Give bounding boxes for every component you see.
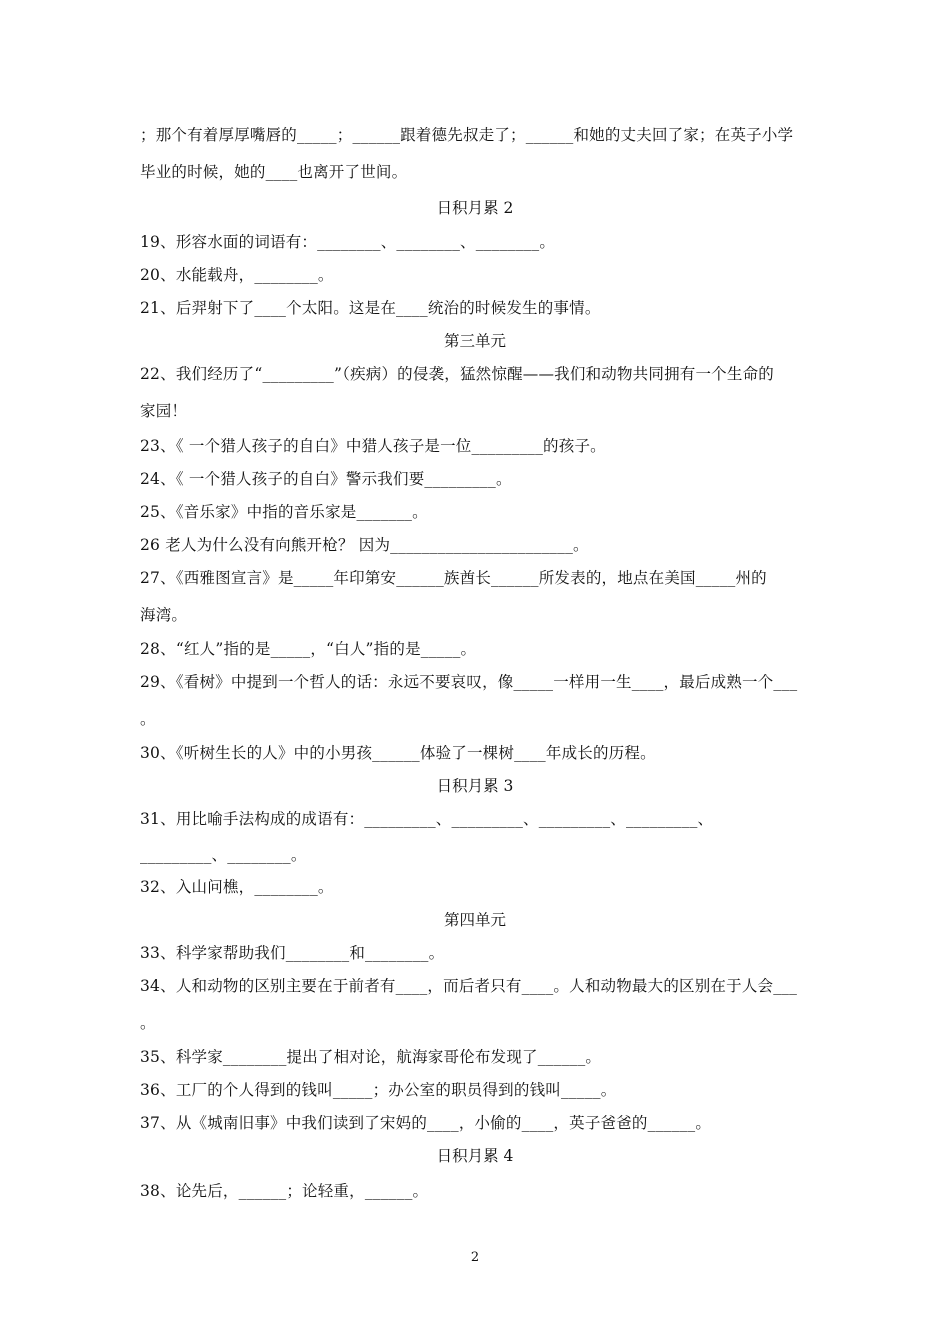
- question-30: 30、《听树生长的人》中的小男孩______体验了一棵树____年成长的历程。: [140, 744, 656, 762]
- question-33: 33、科学家帮助我们________和________。: [140, 944, 445, 962]
- question-28: 28、“红人”指的是_____，“白人”指的是_____。: [140, 640, 477, 658]
- section-heading: 日积月累 3: [436, 777, 514, 795]
- text-line: ；那个有着厚厚嘴唇的_____；______跟着德先叔走了；______和她的丈夫回了家；在英子小学: [140, 126, 794, 144]
- section-heading: 日积月累 2: [436, 199, 514, 217]
- question-37: 37、从《城南旧事》中我们读到了宋妈的____，小偷的____，英子爸爸的______。: [140, 1114, 712, 1132]
- question-19: 19、形容水面的词语有：________、________、________。: [140, 233, 556, 251]
- question-25: 25、《音乐家》中指的音乐家是_______。: [140, 503, 428, 521]
- question-31: 31、用比喻手法构成的成语有：_________、_________、_________、_________、: [140, 810, 714, 828]
- question-32: 32、入山问樵，________。: [140, 878, 334, 896]
- question-21: 21、后羿射下了____个太阳。这是在____统治的时候发生的事情。: [140, 299, 601, 317]
- question-29: 29、《看树》中提到一个哲人的话：永远不要哀叹，像_____一样用一生____，最后成熟一个___: [140, 673, 798, 691]
- question-20: 20、水能载舟，________。: [140, 266, 334, 284]
- question-22: 22、我们经历了“_________”（疾病）的侵袭，猛然惊醒——我们和动物共同拥有一个生命的: [140, 365, 774, 383]
- text-line: 家园！: [140, 402, 188, 420]
- question-24: 24、《 一个猎人孩子的自白》警示我们要_________。: [140, 470, 512, 488]
- text-line: 毕业的时候，她的____也离开了世间。: [140, 163, 408, 181]
- text-line: 。: [140, 710, 156, 728]
- question-34: 34、人和动物的区别主要在于前者有____，而后者只有____。人和动物最大的区别在于人会___: [140, 977, 798, 995]
- question-23: 23、《 一个猎人孩子的自白》中猎人孩子是一位_________的孩子。: [140, 437, 606, 455]
- section-heading: 第三单元: [443, 332, 506, 350]
- question-27: 27、《西雅图宣言》是_____年印第安______族酋长______所发表的，地点在美国_____州的: [140, 569, 767, 587]
- text-line: 。: [140, 1014, 156, 1032]
- question-36: 36、工厂的个人得到的钱叫_____；办公室的职员得到的钱叫_____。: [140, 1081, 617, 1099]
- text-line: _________、________。: [140, 846, 307, 864]
- question-38: 38、论先后，______；论轻重，______。: [140, 1182, 429, 1200]
- question-35: 35、科学家________提出了相对论，航海家哥伦布发现了______。: [140, 1048, 602, 1066]
- section-heading: 第四单元: [443, 911, 506, 929]
- section-heading: 日积月累 4: [436, 1147, 514, 1165]
- question-26: 26 老人为什么没有向熊开枪？ 因为_______________________。: [140, 536, 589, 554]
- text-line: 海湾。: [140, 606, 188, 624]
- page-number: 2: [470, 1250, 480, 1265]
